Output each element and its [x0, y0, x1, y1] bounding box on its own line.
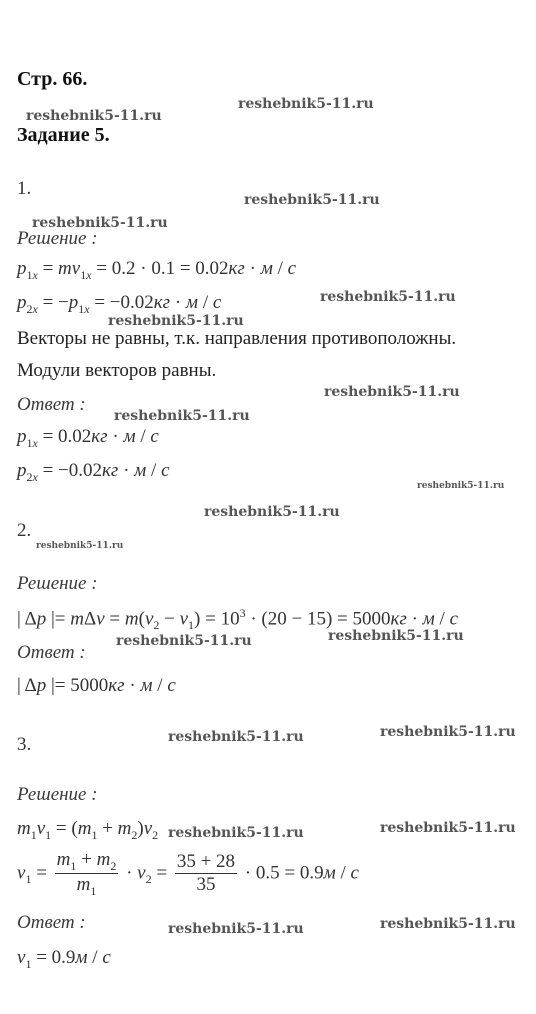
- watermark: reshebnik5-11.ru: [324, 384, 460, 400]
- answer-label-3: Ответ :: [17, 912, 86, 933]
- task1-answer-2: $p_{2x} = -0.02кг \cdot м / с$: [17, 460, 170, 484]
- task1-answer-1: $p_{1x} = 0.02кг \cdot м / с$: [17, 426, 159, 450]
- watermark: reshebnik5-11.ru: [380, 916, 516, 932]
- task3-answer-1: $v_1 = 0.9м / с$: [17, 947, 111, 971]
- solution-label-3: Решение :: [17, 784, 98, 805]
- watermark: reshebnik5-11.ru: [328, 628, 464, 644]
- answer-label-2: Ответ :: [17, 642, 86, 663]
- watermark: reshebnik5-11.ru: [26, 108, 162, 124]
- task1-text-2: Модули векторов равны.: [17, 360, 217, 381]
- watermark: reshebnik5-11.ru: [244, 192, 380, 208]
- watermark: reshebnik5-11.ru: [168, 921, 304, 937]
- page-header: Стр. 66.: [17, 68, 88, 90]
- watermark: reshebnik5-11.ru: [320, 289, 456, 305]
- item-number-1: 1.: [17, 178, 32, 199]
- task1-equation-1: $p_{1x} = mv_{1x} = 0.2 \cdot 0.1 = 0.02кг \cdot м / с$: [17, 258, 297, 282]
- watermark: reshebnik5-11.ru: [36, 541, 124, 551]
- task2-equation-1: | Δp |= $m\Delta v = m(v_2 - v_1) = 10^3 \cdot (20 - 15) = 5000кг \cdot м / с$: [17, 606, 458, 633]
- task2-answer-1: | Δp |= 5000кг · м / с: [17, 675, 176, 696]
- task3-equation-1: $m_1v_1 = (m_1 + m_2)v_2$: [17, 818, 159, 842]
- solution-label-2: Решение :: [17, 573, 98, 594]
- watermark: reshebnik5-11.ru: [108, 313, 244, 329]
- watermark: reshebnik5-11.ru: [204, 504, 340, 520]
- answer-label-1: Ответ :: [17, 394, 86, 415]
- task1-text-1: Векторы не равны, т.к. направления противоположны.: [17, 328, 457, 349]
- task3-equation-2: $v_1$ = $\frac{m_1 + m_2}{m_1}$ · $v_2$ = $\frac{35 + 28}{35}$ · 0.5 = 0.9м / с: [17, 849, 359, 899]
- watermark: reshebnik5-11.ru: [168, 825, 304, 841]
- task-header: Задание 5.: [17, 124, 110, 146]
- watermark: reshebnik5-11.ru: [168, 729, 304, 745]
- item-number-3: 3.: [17, 734, 32, 755]
- watermark: reshebnik5-11.ru: [114, 408, 250, 424]
- watermark: reshebnik5-11.ru: [116, 633, 252, 649]
- item-number-2: 2.: [17, 520, 32, 541]
- watermark: reshebnik5-11.ru: [380, 724, 516, 740]
- watermark: reshebnik5-11.ru: [380, 820, 516, 836]
- watermark: reshebnik5-11.ru: [32, 215, 168, 231]
- watermark: reshebnik5-11.ru: [238, 96, 374, 112]
- solution-label-1: Решение :: [17, 228, 98, 249]
- watermark: reshebnik5-11.ru: [417, 481, 505, 491]
- task1-equation-2: $p_{2x} = -p_{1x} = -0.02кг \cdot м / с$: [17, 292, 222, 316]
